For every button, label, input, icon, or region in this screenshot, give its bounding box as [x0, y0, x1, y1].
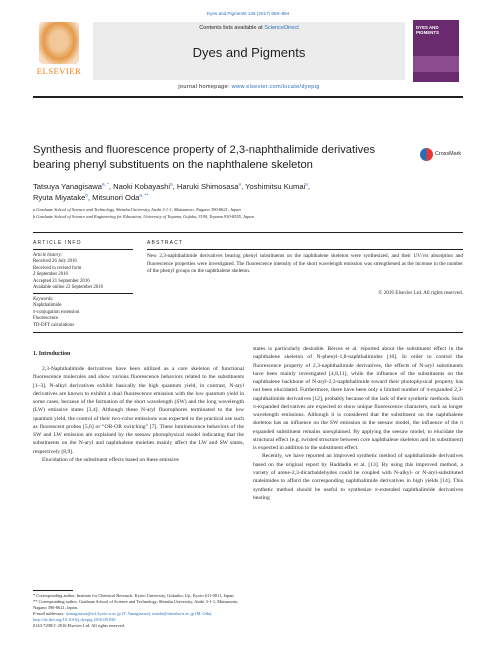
contents-line	[93, 25, 405, 31]
abstract-rule	[147, 249, 463, 250]
footnote-rule	[33, 590, 73, 591]
crossmark-icon	[420, 148, 433, 161]
article-history	[33, 253, 133, 292]
doi-link[interactable]: http://dx.doi.org/10.1016/j.dyepig.2016.09.050	[33, 617, 116, 623]
affiliation-a: a Graduate School of Science and Technology, Shinshu University, Asahi 3-1-1, Matsumoto, Nagano 390-8621, Japan	[33, 207, 241, 212]
history-item: Received 26 July 2016	[33, 259, 77, 265]
author-affil-mark[interactable]: a	[170, 181, 173, 187]
header-divider	[33, 96, 463, 98]
paragraph: Recently, we have reported an improved synthetic method of naphthalimide derivatives based on the original report by Haddadin et al. [13]. By using this improved method, a variety of arene-2,3-dicarbaldehydes could be coupled with N-alkyl- or N-aryl-substituted maleimides to afford the corresponding naphthalimide derivatives in high yields [14]. This synthetic method should be useful to synthesize π-extended naphthalimide derivatives bearing	[253, 453, 463, 501]
email-label: E-mail addresses:	[33, 610, 65, 616]
history-item: Accepted 21 September 2016	[33, 278, 90, 284]
article-title: Synthesis and fluorescence property of 2,3-naphthalimide derivatives bearing phenyl substituents on the naphthalene skeleton	[33, 144, 376, 171]
keyword-item: Fluorescence	[33, 316, 59, 322]
journal-masthead	[33, 20, 463, 114]
paragraph: 2,3-Naphthalimide derivatives have been utilized as a core skeleton of functional fluorescence molecules and show various fluorescence behaviors related to the substituents [1–3]. N-alkyl derivatives exhibit basically the high quantum yield, in contrast, N-aryl derivatives are known to exhibit a dual fluorescence emission with the low quantum yield in some cases, because of the formation of the short wavelength (SW) and the long wavelength (LW) emissive states [3,4]. Although these N-aryl fluorophores terminated to the low quantum yield, the control of their two-color emissions was expected to the practical use such as fluorescent probes [5,6] or “OR-OR switching” [7]. These luminescence behaviors of the SW and LW emission are explained by the seesaw photophysical model indicating that the substituents on the N-aryl and naphthalene moieties mainly affect the LW and SW states, respectively [8,9].	[33, 366, 244, 455]
keyword-item: π-conjugation extension	[33, 309, 80, 315]
abstract-copyright: © 2016 Elsevier Ltd. All rights reserved.	[378, 290, 463, 296]
footnote-line: ** Corresponding author. Graduate School of Science and Technology, Shinshu University, Asahi 3-1-1, Matsumoto, Nagano 390-8621, Japan.	[33, 598, 239, 610]
author-name[interactable]: Mitsunori Oda	[92, 193, 140, 203]
history-item: Received in revised form	[33, 265, 82, 271]
crossmark-label: CrossMark	[435, 151, 462, 157]
homepage-prefix: journal homepage:	[178, 84, 232, 90]
author-name[interactable]: Haruki Shimosasa	[176, 182, 239, 191]
cover-band	[413, 56, 459, 72]
author-affil-mark[interactable]: a	[238, 181, 242, 187]
issn-line: 0143-7208/© 2016 Elsevier Ltd. All rights reserved.	[33, 623, 125, 629]
section-title: 1. Introduction	[33, 351, 71, 357]
elsevier-tree-icon	[39, 22, 79, 64]
footnotes	[33, 590, 243, 629]
front-matter-divider	[33, 332, 463, 333]
author-affil-mark[interactable]: a, *	[101, 181, 109, 187]
body-left-column	[33, 365, 244, 464]
author-name[interactable]: Naoki Kobayashi	[113, 182, 171, 191]
contents-prefix: Contents lists available at	[199, 25, 265, 31]
article-info-heading: ARTICLE INFO	[33, 240, 82, 246]
affiliation-b: b Graduate School of Science and Engineering for Education, University of Toyama, Gofuku, 3190, Toyama 930-8555, Japan	[33, 214, 254, 219]
affiliation-divider	[33, 232, 463, 233]
author-name[interactable]: Yoshimitsu Kumai	[245, 182, 306, 191]
keywords-block	[33, 297, 133, 329]
paragraph: states is particularly desirable. Bérces et al. reported about the substituent effect in the naphthalene skeleton of N-phenyl-1,8-naphthalimides [10]. In order to control the fluorescence property of 2,3-naphthalimide derivatives, the effects of N-aryl substituents have been mainly investigated [4,8,11], while the influence of the substituents on the naphthalene backbone of N-aryl-2,3-naphthalimide toward their photophysical property has not been elucidated. Furthermore, there have been only a limited number of π-expanded 2,3-naphthalimide derivatives [12], probably because of the lack of their synthetic methods. Such π-expanded derivatives are expected to show unique fluorescence characters, such as longer wavelength emissions. Although it is considered that the substituent on the naphthalene skeleton has an influence on the SW emission in the seesaw model, the influence of the π expanded substituent remains unexplained. By applying the seesaw model, to elucidate the structural effect (e.g. twisted structure between core naphthalene skeleton and its substituent) is expected in addition to the substituent effect.	[253, 346, 463, 452]
keyword-item: Naphthalimide	[33, 303, 62, 309]
article-info-rule	[33, 249, 133, 250]
history-label: Article history:	[33, 253, 63, 258]
elsevier-logo[interactable]	[33, 20, 85, 80]
body-right-column	[253, 345, 463, 502]
citation-line[interactable]: Dyes and Pigments 136 (2017) 859–864	[206, 11, 290, 16]
author-list: Tatsuya Yanagisawa$^{a, *}$, Naoki Kobayashi$^a$, Haruki Shimosasa$^a$, Yoshimitsu Kumai$^a$, Ryuta Miyatake$^b$, Mitsunori Oda$^{a, **}$	[33, 181, 310, 203]
history-item: Available online 22 September 2016	[33, 285, 103, 291]
author-affil-mark[interactable]: a	[305, 181, 308, 187]
sciencedirect-link[interactable]: ScienceDirect	[264, 25, 299, 31]
keywords-label: Keywords:	[33, 297, 54, 302]
author-name[interactable]: Ryuta Miyatake	[33, 193, 86, 203]
cover-title: DYES AND PIGMENTS	[416, 25, 439, 35]
journal-cover-thumbnail[interactable]	[413, 20, 459, 82]
author-affil-mark[interactable]: b	[85, 192, 88, 198]
journal-title: Dyes and Pigments	[192, 45, 306, 60]
author-affil-mark[interactable]: a, **	[139, 192, 149, 198]
history-item: 2 September 2016	[33, 272, 68, 278]
journal-homepage-line	[93, 84, 405, 90]
email-addresses[interactable]: tyanagisawa@scl.kyoto-u.ac.jp (T. Yanagisawa), mioda@shinshu-u.ac.jp (M. Oda).	[65, 610, 213, 616]
crossmark-badge[interactable]	[420, 148, 466, 162]
abstract-text: New 2,3-naphthalimide derivatives bearing phenyl substituents on the naphthalene skeleton were synthesized, and their UV/vis absorption and fluorescence properties were investigated. The fluorescence intensity of the short wavelength emission was strengthened as the increase in the number of the phenyl groups on the naphthalene skeleton.	[147, 253, 463, 275]
author-name[interactable]: Tatsuya Yanagisawa	[33, 182, 102, 191]
abstract-heading: ABSTRACT	[147, 240, 184, 246]
history-rule	[33, 293, 133, 294]
elsevier-wordmark: ELSEVIER	[36, 66, 82, 76]
paragraph: Elucidation of the substituent effects based on these emissive	[42, 456, 179, 463]
footnote-line: * Corresponding author. Institute for Chemical Research, Kyoto University, Gokasho, Uji, Kyoto 611-0011, Japan.	[33, 592, 235, 598]
keyword-item: TD-DFT calculations	[33, 322, 75, 328]
homepage-link[interactable]: www.elsevier.com/locate/dyepig	[231, 84, 320, 90]
journal-header-box	[93, 22, 405, 80]
